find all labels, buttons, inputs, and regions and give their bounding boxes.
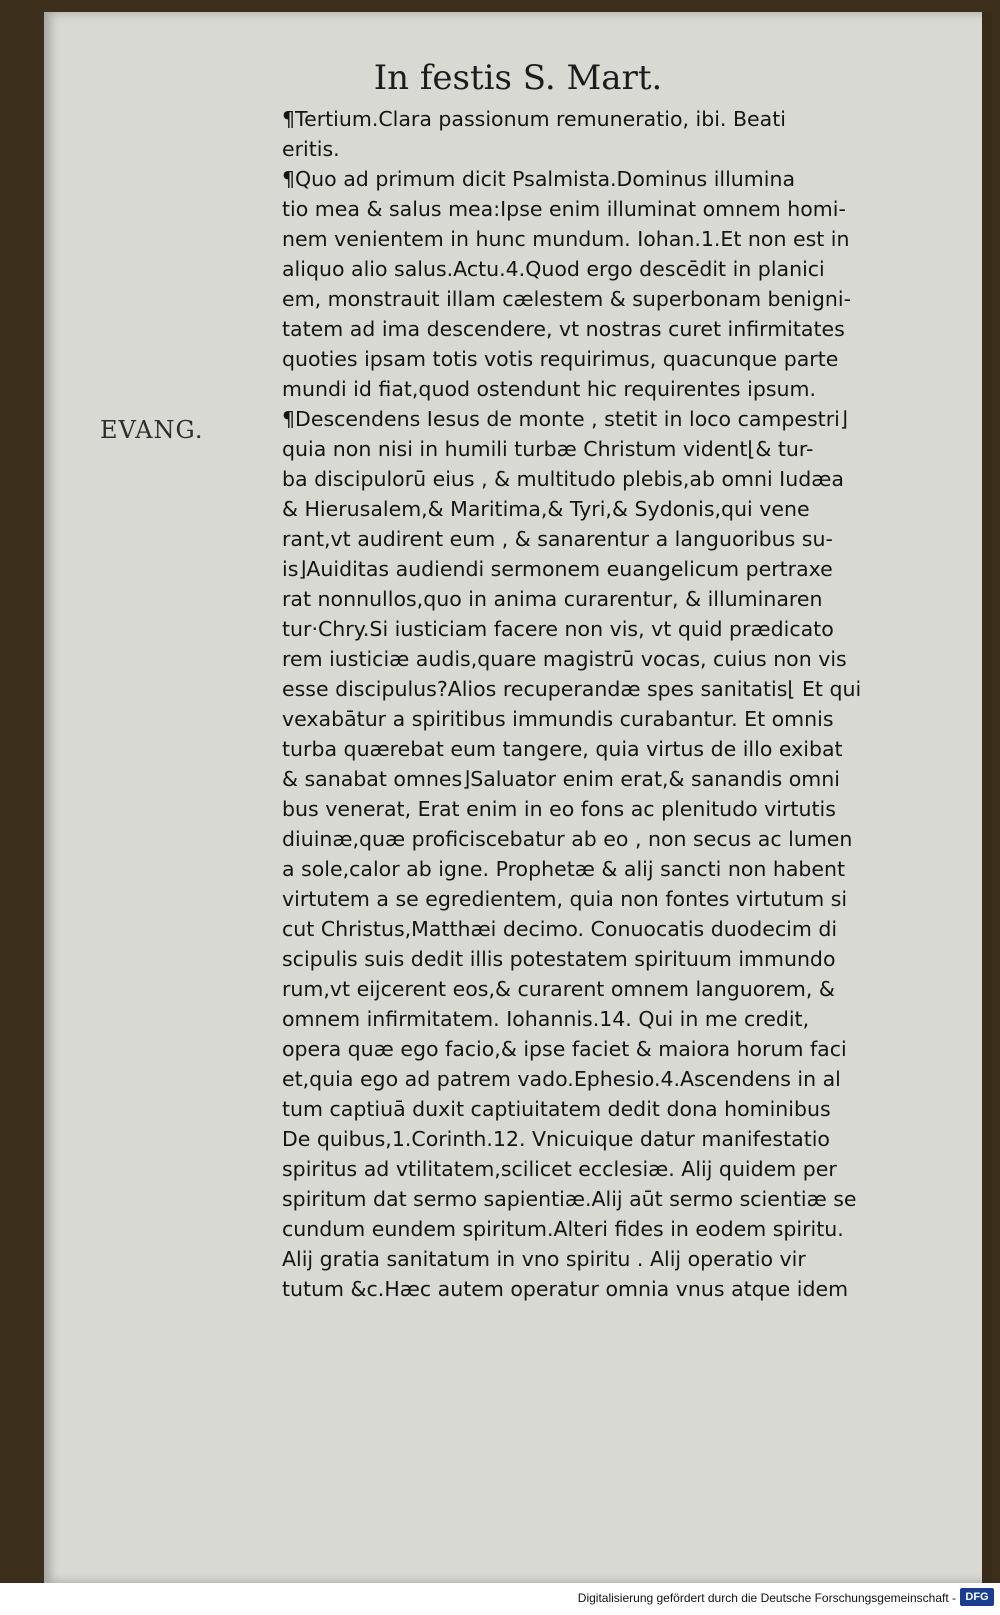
text-line: vexabātur a spiritibus immundis curabantur. Et omnis bbox=[282, 707, 834, 731]
text-line: spiritus ad vtilitatem,scilicet ecclesiæ. Alij quidem per bbox=[282, 1157, 837, 1181]
text-line: rum,vt eijcerent eos,& curarent omnem languorem, & bbox=[282, 977, 835, 1001]
text-line: spiritum dat sermo sapientiæ.Alij aūt sermo scientiæ se bbox=[282, 1187, 857, 1211]
running-head: In festis S. Mart. bbox=[373, 58, 663, 98]
text-line: tum captiuā duxit captiuitatem dedit dona hominibus bbox=[282, 1097, 831, 1121]
text-line: scipulis suis dedit illis potestatem spirituum immundo bbox=[282, 947, 836, 971]
text-line: rant,vt audirent eum , & sanarentur a languoribus su- bbox=[282, 527, 833, 551]
text-line: tutum &c.Hæc autem operatur omnia vnus atque idem bbox=[282, 1277, 849, 1301]
text-line: a sole,calor ab igne. Prophetæ & alij sancti non habent bbox=[282, 857, 846, 881]
text-line: mundi id fiat,quod ostendunt hic requirentes ipsum. bbox=[282, 377, 816, 401]
text-line: virtutem a se egredientem, quia non fontes virtutum si bbox=[282, 887, 848, 911]
body-text bbox=[282, 104, 982, 1304]
text-line: ¶Descendens Iesus de monte , stetit in loco campestri⌋ bbox=[282, 407, 848, 431]
text-line: quoties ipsam totis votis requirimus, quacunque parte bbox=[282, 347, 839, 371]
text-line: aliquo alio salus.Actu.4.Quod ergo descēdit in planici bbox=[282, 257, 825, 281]
text-line: rat nonnullos,quo in anima curarentur, & illuminaren bbox=[282, 587, 823, 611]
text-line: ¶Quo ad primum dicit Psalmista.Dominus illumina bbox=[282, 167, 796, 191]
text-line: De quibus,1.Corinth.12. Vnicuique datur manifestatio bbox=[282, 1127, 830, 1151]
text-line: Alij gratia sanitatum in vno spiritu . Alij operatio vir bbox=[282, 1247, 806, 1271]
text-line: ¶Tertium.Clara passionum remuneratio, ibi. Beati bbox=[282, 107, 786, 131]
text-line: quia non nisi in humili turbæ Christum vident⌊& tur- bbox=[282, 437, 814, 461]
text-line: rem iusticiæ audis,quare magistrū vocas, cuius non vis bbox=[282, 647, 847, 671]
book-page bbox=[44, 12, 992, 1583]
text-line: opera quæ ego facio,& ipse faciet & maiora horum faci bbox=[282, 1037, 847, 1061]
text-line: turba quærebat eum tangere, quia virtus de illo exibat bbox=[282, 737, 843, 761]
text-line: esse discipulus?Alios recuperandæ spes sanitatis⌊ Et qui bbox=[282, 677, 862, 701]
footer-credit: Digitalisierung gefördert durch die Deutsche Forschungsgemeinschaft - bbox=[577, 1591, 956, 1605]
text-line: omnem infirmitatem. Iohannis.14. Qui in me credit, bbox=[282, 1007, 810, 1031]
text-line: ba discipulorū eius , & multitudo plebis,ab omni Iudæa bbox=[282, 467, 844, 491]
text-line: nem venientem in hunc mundum. Iohan.1.Et non est in bbox=[282, 227, 850, 251]
page-edge bbox=[982, 12, 992, 1583]
text-line: is⌋Auiditas audiendi sermonem euangelicum pertraxe bbox=[282, 557, 833, 581]
footer bbox=[0, 1583, 1000, 1615]
text-line: bus venerat, Erat enim in eo fons ac plenitudo virtutis bbox=[282, 797, 836, 821]
marginal-note: EVANG. bbox=[100, 416, 204, 444]
text-line: cundum eundem spiritum.Alteri fides in eodem spiritu. bbox=[282, 1217, 844, 1241]
text-line: eritis. bbox=[282, 137, 340, 161]
text-line: cut Christus,Matthæi decimo. Conuocatis duodecim di bbox=[282, 917, 838, 941]
text-line: tatem ad ima descendere, vt nostras curet infirmitates bbox=[282, 317, 845, 341]
text-line: et,quia ego ad patrem vado.Ephesio.4.Ascendens in al bbox=[282, 1067, 841, 1091]
text-line: & sanabat omnes⌋Saluator enim erat,& sanandis omni bbox=[282, 767, 840, 791]
text-line: & Hierusalem,& Maritima,& Tyri,& Sydonis,qui vene bbox=[282, 497, 810, 521]
text-line: em, monstrauit illam cælestem & superbonam benigni- bbox=[282, 287, 851, 311]
text-line: diuinæ,quæ proficiscebatur ab eo , non secus ac lumen bbox=[282, 827, 853, 851]
text-line: tur·Chry.Si iusticiam facere non vis, vt quid prædicato bbox=[282, 617, 834, 641]
dfg-logo: DFG bbox=[960, 1588, 994, 1606]
text-line: tio mea & salus mea:Ipse enim illuminat omnem homi- bbox=[282, 197, 846, 221]
